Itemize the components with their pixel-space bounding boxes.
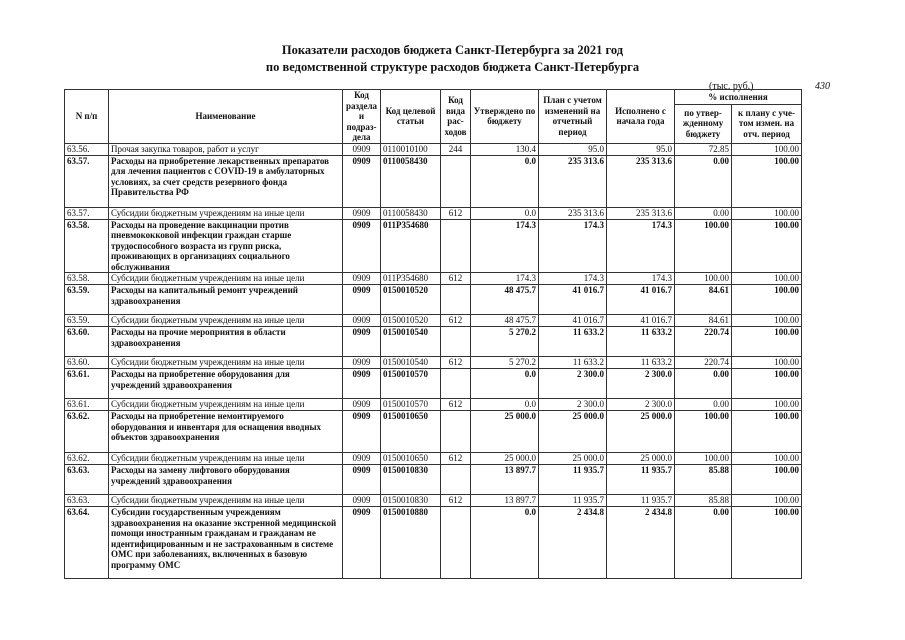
cell-plan: 25 000.0 [539,411,607,453]
cell-statya: 0150010520 [381,285,441,315]
cell-vid: 612 [441,273,471,285]
cell-statya: 0150010540 [381,357,441,369]
cell-utv: 48 475.7 [471,285,539,315]
cell-utv: 13 897.7 [471,495,539,507]
cell-vid [441,411,471,453]
cell-vid [441,465,471,495]
cell-utv: 0.0 [471,369,539,399]
cell-num: 63.60. [65,357,109,369]
cell-pct-utv: 0.00 [675,399,732,411]
cell-vid [441,369,471,399]
cell-num: 63.63. [65,465,109,495]
table-row [65,315,802,327]
cell-plan: 11 935.7 [539,495,607,507]
cell-vid: 612 [441,207,471,219]
cell-razdel: 0909 [343,143,381,155]
cell-utv: 130.4 [471,143,539,155]
cell-plan: 235 313.6 [539,207,607,219]
cell-vid: 612 [441,399,471,411]
cell-isp: 95.0 [607,143,675,155]
cell-isp: 2 300.0 [607,399,675,411]
table-row [65,411,802,453]
cell-statya: 0150010540 [381,327,441,357]
table-row [65,207,802,219]
cell-pct-plan: 100.00 [732,495,802,507]
cell-razdel: 0909 [343,327,381,357]
cell-name: Субсидии бюджетным учреждениям на иные цели [109,495,343,507]
cell-razdel: 0909 [343,495,381,507]
cell-num: 63.62. [65,411,109,453]
cell-num: 63.58. [65,219,109,273]
cell-statya: 0110058430 [381,207,441,219]
cell-pct-plan: 100.00 [732,285,802,315]
cell-isp: 25 000.0 [607,411,675,453]
cell-plan: 25 000.0 [539,453,607,465]
cell-num: 63.57. [65,155,109,207]
document-title [0,42,905,76]
cell-pct-plan: 100.00 [732,465,802,495]
cell-name: Расходы на приобретение лекарственных препаратов для лечения пациентов с COVID-19 в амбулаторных условиях, за счет средств резервного фонда Правительства РФ [109,155,343,207]
cell-num: 63.62. [65,453,109,465]
cell-pct-plan: 100.00 [732,369,802,399]
cell-num: 63.58. [65,273,109,285]
title-line-1: Показатели расходов бюджета Санкт-Петербурга за 2021 год [281,43,624,57]
cell-name: Расходы на замену лифтового оборудования учреждений здравоохранения [109,465,343,495]
cell-plan: 174.3 [539,273,607,285]
cell-pct-utv: 72.85 [675,143,732,155]
cell-statya: 0150010650 [381,453,441,465]
table-row [65,219,802,273]
cell-statya: 0110010100 [381,143,441,155]
cell-statya: 011P354680 [381,273,441,285]
table-row [65,285,802,315]
cell-pct-utv: 84.61 [675,315,732,327]
cell-name: Субсидии бюджетным учреждениям на иные цели [109,453,343,465]
cell-utv: 0.0 [471,155,539,207]
table-row [65,155,802,207]
cell-pct-utv: 85.88 [675,465,732,495]
cell-num: 63.60. [65,327,109,357]
cell-num: 63.56. [65,143,109,155]
cell-isp: 11 633.2 [607,327,675,357]
header-plan: План с учетом изменений на отчетный период [539,90,607,144]
cell-statya: 0150010880 [381,507,441,579]
cell-name: Расходы на приобретение немонтируемого оборудования и инвентаря для оснащения вводных объектов здравоохранения [109,411,343,453]
cell-razdel: 0909 [343,357,381,369]
header-statya: Код целевой статьи [381,90,441,144]
cell-num: 63.63. [65,495,109,507]
units-label: (тыс. руб.) [709,81,754,92]
cell-plan: 235 313.6 [539,155,607,207]
cell-isp: 174.3 [607,219,675,273]
cell-pct-plan: 100.00 [732,327,802,357]
cell-utv: 25 000.0 [471,453,539,465]
cell-plan: 2 300.0 [539,369,607,399]
cell-name: Субсидии бюджетным учреждениям на иные цели [109,357,343,369]
cell-vid: 244 [441,143,471,155]
cell-vid [441,219,471,273]
cell-razdel: 0909 [343,399,381,411]
cell-isp: 2 434.8 [607,507,675,579]
cell-statya: 011P354680 [381,219,441,273]
cell-utv: 13 897.7 [471,465,539,495]
cell-name: Расходы на проведение вакцинации против пневмококковой инфекции граждан старше трудоспособного возраста из групп риска, проживающих в организациях социального обслуживания [109,219,343,273]
cell-pct-utv: 0.00 [675,207,732,219]
cell-vid: 612 [441,315,471,327]
header-num: N п/п [65,90,109,144]
cell-vid: 612 [441,495,471,507]
cell-vid [441,507,471,579]
cell-pct-utv: 84.61 [675,285,732,315]
cell-isp: 41 016.7 [607,315,675,327]
cell-num: 63.57. [65,207,109,219]
budget-table [64,89,802,579]
cell-razdel: 0909 [343,207,381,219]
cell-utv: 5 270.2 [471,327,539,357]
cell-pct-utv: 100.00 [675,453,732,465]
table-row [65,357,802,369]
cell-utv: 174.3 [471,219,539,273]
cell-plan: 95.0 [539,143,607,155]
cell-plan: 11 633.2 [539,357,607,369]
cell-name: Расходы на капитальный ремонт учреждений здравоохранения [109,285,343,315]
cell-pct-plan: 100.00 [732,453,802,465]
cell-name: Субсидии бюджетным учреждениям на иные цели [109,273,343,285]
cell-plan: 41 016.7 [539,285,607,315]
cell-num: 63.61. [65,369,109,399]
cell-name: Расходы на прочие мероприятия в области здравоохранения [109,327,343,357]
cell-razdel: 0909 [343,369,381,399]
table-row [65,465,802,495]
table-row [65,273,802,285]
cell-isp: 235 313.6 [607,207,675,219]
cell-razdel: 0909 [343,219,381,273]
cell-isp: 11 633.2 [607,357,675,369]
cell-utv: 174.3 [471,273,539,285]
cell-statya: 0150010650 [381,411,441,453]
cell-num: 63.59. [65,315,109,327]
cell-pct-utv: 220.74 [675,357,732,369]
cell-pct-utv: 100.00 [675,273,732,285]
cell-isp: 41 016.7 [607,285,675,315]
header-pct: % исполнения [675,90,802,105]
title-line-2: по ведомственной структуре расходов бюджета Санкт-Петербурга [265,60,640,74]
cell-pct-plan: 100.00 [732,155,802,207]
cell-pct-plan: 100.00 [732,219,802,273]
cell-isp: 11 935.7 [607,495,675,507]
cell-razdel: 0909 [343,285,381,315]
cell-plan: 174.3 [539,219,607,273]
table-row [65,369,802,399]
cell-vid [441,285,471,315]
cell-vid: 612 [441,357,471,369]
header-isp: Исполнено с начала года [607,90,675,144]
cell-plan: 11 633.2 [539,327,607,357]
cell-pct-utv: 100.00 [675,219,732,273]
table-row [65,507,802,579]
cell-isp: 2 300.0 [607,369,675,399]
cell-razdel: 0909 [343,315,381,327]
cell-pct-plan: 100.00 [732,357,802,369]
cell-utv: 5 270.2 [471,357,539,369]
cell-statya: 0110058430 [381,155,441,207]
cell-razdel: 0909 [343,273,381,285]
cell-pct-utv: 220.74 [675,327,732,357]
cell-num: 63.59. [65,285,109,315]
cell-plan: 2 434.8 [539,507,607,579]
header-vid: Код вида рас-ходов [441,90,471,144]
cell-pct-plan: 100.00 [732,273,802,285]
header-name: Наименование [109,90,343,144]
cell-isp: 25 000.0 [607,453,675,465]
cell-name: Расходы на приобретение оборудования для учреждений здравоохранения [109,369,343,399]
cell-utv: 0.0 [471,207,539,219]
cell-pct-utv: 0.00 [675,155,732,207]
cell-utv: 48 475.7 [471,315,539,327]
cell-name: Субсидии бюджетным учреждениям на иные цели [109,315,343,327]
cell-isp: 174.3 [607,273,675,285]
table-row [65,327,802,357]
cell-pct-plan: 100.00 [732,143,802,155]
cell-statya: 0150010830 [381,465,441,495]
header-pct-utv: по утвер-жденному бюджету [675,104,732,143]
cell-razdel: 0909 [343,453,381,465]
cell-name: Субсидии бюджетным учреждениям на иные цели [109,207,343,219]
cell-plan: 11 935.7 [539,465,607,495]
cell-pct-plan: 100.00 [732,507,802,579]
table-row [65,399,802,411]
cell-pct-plan: 100.00 [732,411,802,453]
table-row [65,453,802,465]
cell-utv: 0.0 [471,399,539,411]
cell-isp: 235 313.6 [607,155,675,207]
cell-pct-utv: 100.00 [675,411,732,453]
cell-isp: 11 935.7 [607,465,675,495]
cell-utv: 0.0 [471,507,539,579]
header-razdel: Код раздела и подраз-дела [343,90,381,144]
table-row [65,495,802,507]
cell-statya: 0150010570 [381,369,441,399]
cell-pct-utv: 85.88 [675,495,732,507]
cell-num: 63.64. [65,507,109,579]
cell-num: 63.61. [65,399,109,411]
page-number: 430 [815,81,830,92]
cell-vid [441,327,471,357]
table-row [65,143,802,155]
cell-razdel: 0909 [343,507,381,579]
cell-pct-utv: 0.00 [675,507,732,579]
cell-vid [441,155,471,207]
header-pct-plan: к плану с уче-том измен. на отч. период [732,104,802,143]
cell-razdel: 0909 [343,465,381,495]
cell-statya: 0150010520 [381,315,441,327]
header-utv: Утверждено по бюджету [471,90,539,144]
cell-vid: 612 [441,453,471,465]
cell-plan: 2 300.0 [539,399,607,411]
cell-razdel: 0909 [343,155,381,207]
cell-pct-utv: 0.00 [675,369,732,399]
cell-pct-plan: 100.00 [732,207,802,219]
cell-plan: 41 016.7 [539,315,607,327]
cell-name: Субсидии государственным учреждениям здравоохранения на оказание экстренной медицинской помощи иностранным гражданам и гражданам не идентифицированным и не застрахованным в системе ОМС при заболеваниях, включенных в базовую программу ОМС [109,507,343,579]
cell-razdel: 0909 [343,411,381,453]
cell-pct-plan: 100.00 [732,315,802,327]
cell-name: Прочая закупка товаров, работ и услуг [109,143,343,155]
cell-name: Субсидии бюджетным учреждениям на иные цели [109,399,343,411]
cell-utv: 25 000.0 [471,411,539,453]
cell-statya: 0150010570 [381,399,441,411]
cell-pct-plan: 100.00 [732,399,802,411]
cell-statya: 0150010830 [381,495,441,507]
